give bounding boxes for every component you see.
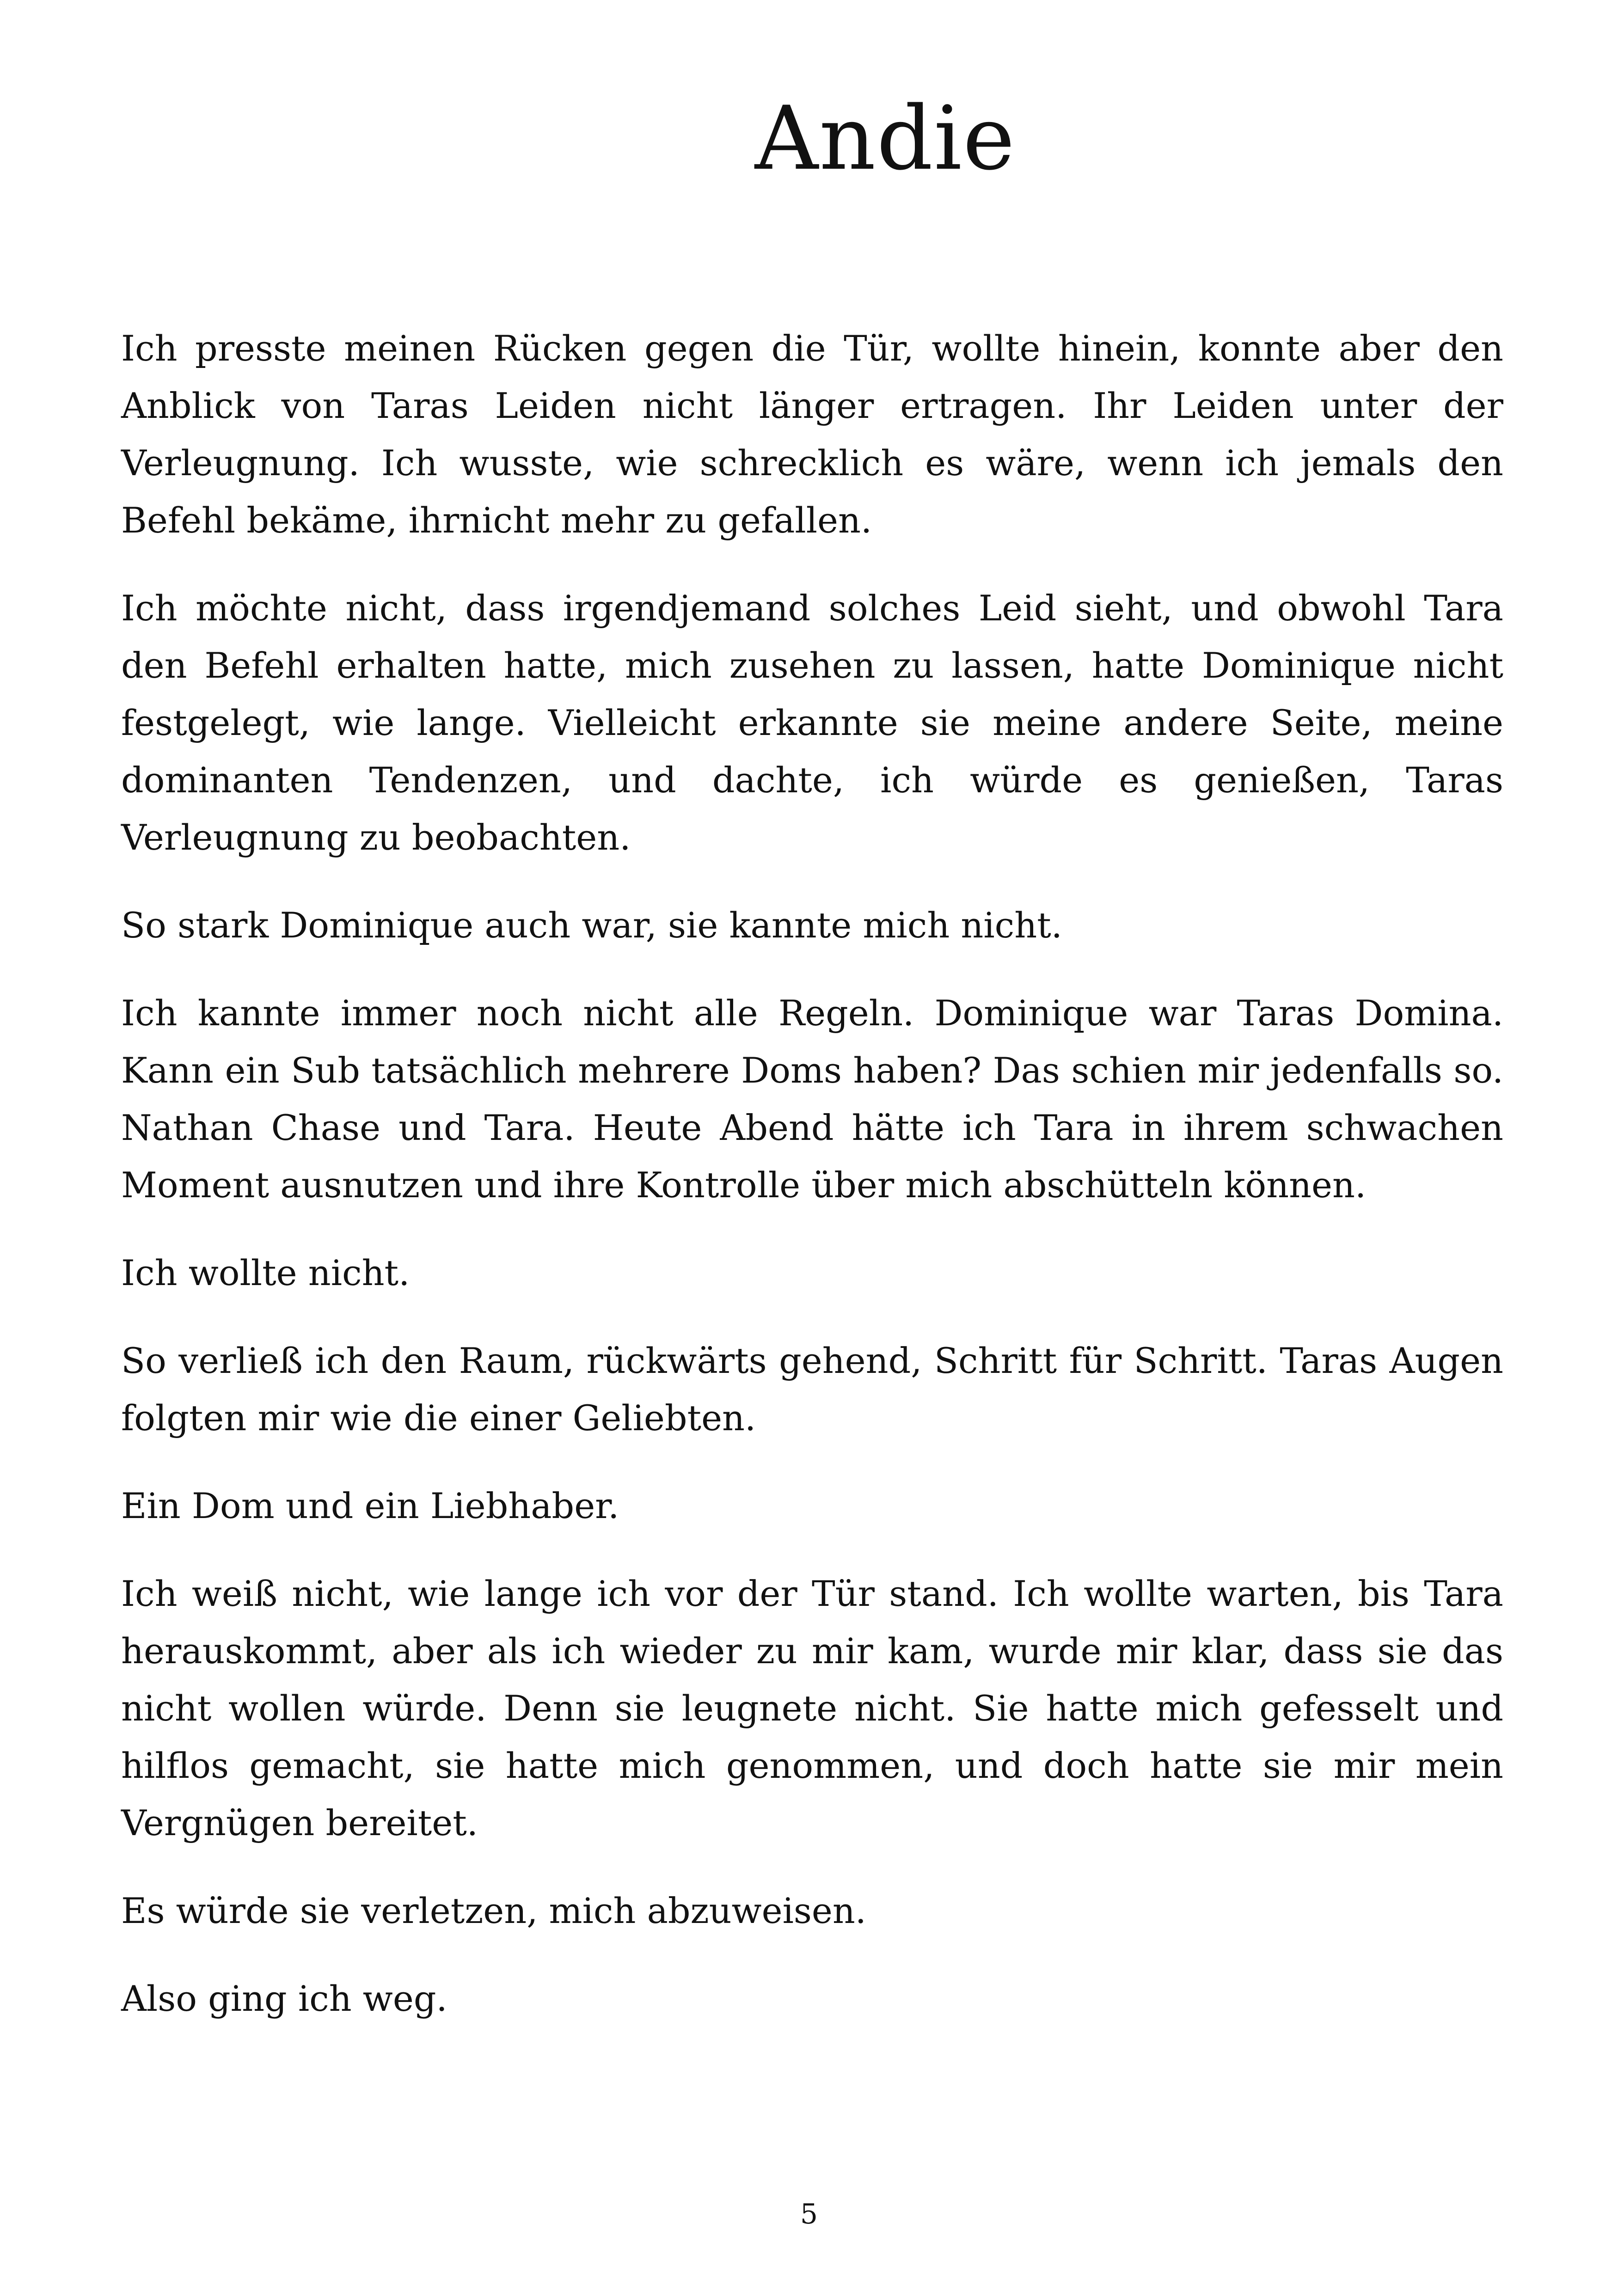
paragraph: Ich möchte nicht, dass irgendjemand solches Leid sieht, und obwohl Tara den Befehl erhalten hatte, mich zusehen zu lassen, hatte Dominique nicht festgelegt, wie lange. Vielleicht erkannte sie meine andere Seite, meine dominanten Tendenzen, und dachte, ich würde es genießen, Taras Verleugnung zu beobachten. [121,588,1503,858]
paragraph: Ich kannte immer noch nicht alle Regeln. Dominique war Taras Domina. Kann ein Sub tatsächlich mehrere Doms haben? Das schien mir jedenfalls so. Nathan Chase und Tara. Heute Abend hätte ich Tara in ihrem schwachen Moment ausnutzen und ihre Kontrolle über mich abschütteln können. [121,992,1503,1206]
paragraph: Ich presste meinen Rücken gegen die Tür, wollte hinein, konnte aber den Anblick von Taras Leiden nicht länger ertragen. Ihr Leiden unter der Verleugnung. Ich wusste, wie schrecklich es wäre, wenn ich jemals den Befehl bekäme, ihrnicht mehr zu gefallen. [121,328,1503,541]
paragraph: So stark Dominique auch war, sie kannte mich nicht. [121,905,1062,946]
chapter-title: Andie [754,87,1016,190]
paragraph: Also ging ich weg. [121,1978,447,2019]
paragraph: So verließ ich den Raum, rückwärts gehend, Schritt für Schritt. Taras Augen folgten mir wie die einer Geliebten. [121,1340,1503,1439]
chapter-body [121,320,1503,2058]
page-number: 5 [800,2198,818,2230]
paragraph: Ein Dom und ein Liebhaber. [121,1485,619,1526]
paragraph: Ich wollte nicht. [121,1252,410,1293]
paragraph: Es würde sie verletzen, mich abzuweisen. [121,1890,866,1931]
paragraph: Ich weiß nicht, wie lange ich vor der Tür stand. Ich wollte warten, bis Tara herauskommt, aber als ich wieder zu mir kam, wurde mir klar, dass sie das nicht wollen würde. Denn sie leugnete nicht. Sie hatte mich gefesselt und hilflos gemacht, sie hatte mich genommen, und doch hatte sie mir mein Vergnügen bereitet. [121,1573,1503,1843]
